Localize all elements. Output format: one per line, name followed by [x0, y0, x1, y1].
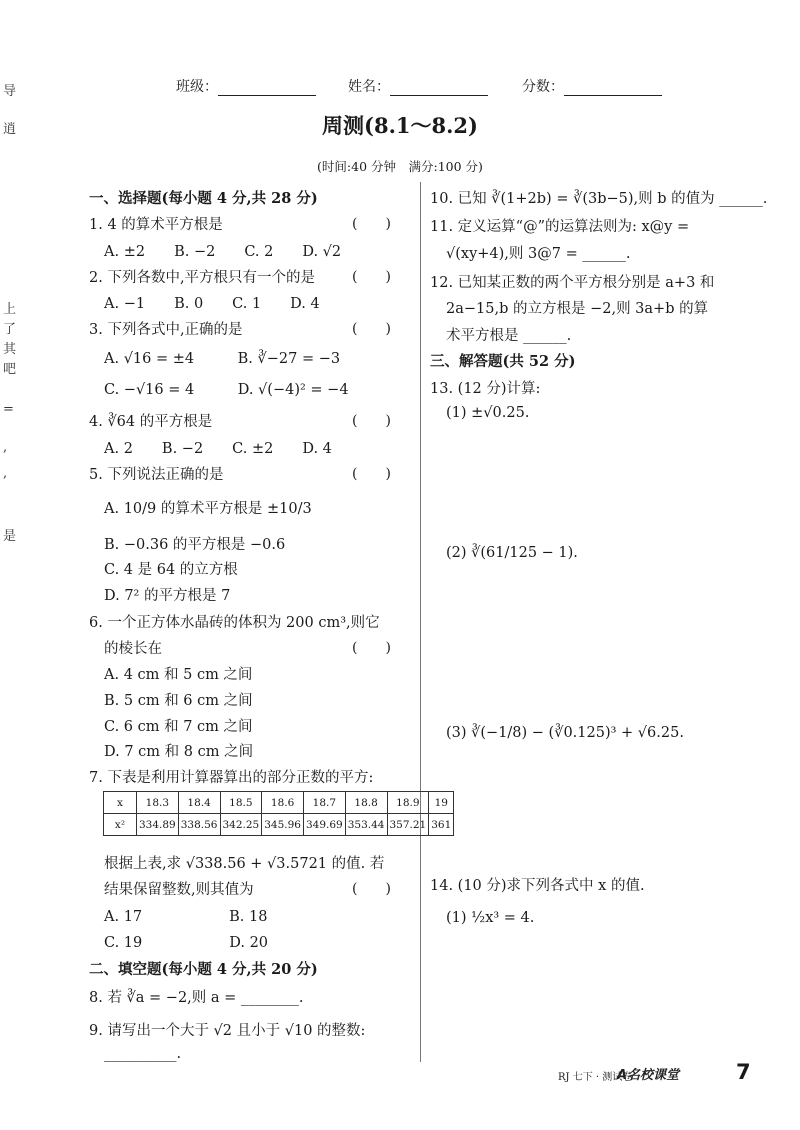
option-5b: B. −0.36 的平方根是 −0.6	[104, 537, 286, 553]
table-row	[104, 792, 454, 814]
edge-char: 导	[3, 84, 17, 99]
question-12-cont: 2a−15,b 的立方根是 −2,则 3a+b 的算	[446, 301, 709, 317]
name-field[interactable]	[348, 76, 488, 96]
table-cell: x²	[104, 814, 137, 836]
answer-paren[interactable]: ( )	[352, 269, 391, 285]
question-5: 5. 下列说法正确的是	[89, 467, 224, 483]
table-cell: 18.6	[262, 792, 304, 814]
time-score-info: (时间:40 分钟 满分:100 分)	[317, 159, 483, 174]
table-cell: 342.25	[220, 814, 262, 836]
options-4: A. 2 B. −2 C. ±2 D. 4	[104, 441, 332, 457]
name-label: 姓名：	[348, 79, 390, 95]
page-title: 周测(8.1～8.2)	[322, 113, 478, 138]
option-5d: D. 7² 的平方根是 7	[104, 588, 231, 604]
table-cell: 345.96	[262, 814, 304, 836]
question-11: 11. 定义运算“@”的运算法则为: x@y =	[430, 219, 690, 235]
edge-char: =	[3, 402, 14, 417]
column-divider	[420, 182, 421, 1062]
table-cell: 18.7	[304, 792, 346, 814]
question-14-part1: (1) ½x³ = 4.	[446, 910, 535, 926]
option-5a: A. 10/9 的算术平方根是 ±10/3	[104, 501, 312, 517]
edge-char: 其	[3, 342, 17, 357]
question-7-cont2: 结果保留整数,则其值为	[104, 882, 254, 898]
options-3-cd: C. −√16 = 4 D. √(−4)² = −4	[104, 382, 349, 398]
options-1: A. ±2 B. −2 C. 2 D. √2	[104, 244, 342, 260]
table-cell: 18.9	[387, 792, 429, 814]
edge-char: 是	[3, 529, 17, 544]
question-13-part2: (2) ∛(61/125 − 1).	[446, 545, 578, 561]
table-cell: 19	[429, 792, 454, 814]
class-label: 班级：	[176, 79, 218, 95]
answer-paren[interactable]: ( )	[352, 413, 391, 429]
section-solve-heading: 三、解答题(共 52 分)	[430, 353, 576, 370]
brand-logo: A名校课堂	[617, 1068, 680, 1083]
question-6: 6. 一个正方体水晶砖的体积为 200 cm³,则它	[89, 615, 380, 631]
question-14: 14. (10 分)求下列各式中 x 的值.	[430, 878, 645, 894]
footer-label: RJ 七下 · 测试卷	[558, 1072, 633, 1083]
question-7-cont: 根据上表,求 √338.56 + √3.5721 的值. 若	[104, 856, 385, 872]
question-8: 8. 若 ∛a = −2,则 a = ________.	[89, 990, 304, 1006]
squares-table	[103, 791, 454, 836]
option-6d: D. 7 cm 和 8 cm 之间	[104, 744, 254, 760]
question-4: 4. ∛64 的平方根是	[89, 414, 213, 430]
question-11-cont: √(xy+4),则 3@7 = ______.	[446, 246, 631, 262]
table-row	[104, 814, 454, 836]
question-12: 12. 已知某正数的两个平方根分别是 a+3 和	[430, 275, 715, 291]
table-cell: x	[104, 792, 137, 814]
answer-paren[interactable]: ( )	[352, 321, 391, 337]
edge-char: 了	[3, 322, 17, 337]
question-2: 2. 下列各数中,平方根只有一个的是	[89, 270, 316, 286]
edge-char: ,	[3, 440, 8, 455]
section-fill-heading: 二、填空题(每小题 4 分,共 20 分)	[89, 961, 318, 978]
edge-char: ,	[3, 466, 8, 481]
options-3-ab: A. √16 = ±4 B. ∛−27 = −3	[104, 351, 341, 367]
options-2: A. −1 B. 0 C. 1 D. 4	[104, 296, 320, 312]
edge-char: 逍	[3, 122, 17, 137]
options-7-ab: A. 17 B. 18	[104, 909, 268, 925]
table-cell: 357.21	[387, 814, 429, 836]
edge-char: 吧	[3, 362, 17, 377]
question-10: 10. 已知 ∛(1+2b) = ∛(3b−5),则 b 的值为 ______.	[430, 191, 768, 207]
table-cell: 18.8	[345, 792, 387, 814]
score-field[interactable]	[522, 76, 662, 96]
question-12-cont2: 术平方根是 ______.	[446, 328, 572, 344]
table-cell: 18.4	[178, 792, 220, 814]
question-7: 7. 下表是利用计算器算出的部分正数的平方:	[89, 770, 374, 786]
table-cell: 18.5	[220, 792, 262, 814]
table-cell: 361	[429, 814, 454, 836]
score-label: 分数：	[522, 79, 564, 95]
options-7-cd: C. 19 D. 20	[104, 935, 269, 951]
question-13-part3: (3) ∛(−1/8) − (∛0.125)³ + √6.25.	[446, 725, 684, 741]
answer-paren[interactable]: ( )	[352, 881, 391, 897]
answer-paren[interactable]: ( )	[352, 640, 391, 656]
section-choice-heading: 一、选择题(每小题 4 分,共 28 分)	[89, 190, 318, 207]
question-1: 1. 4 的算术平方根是	[89, 217, 223, 233]
option-6c: C. 6 cm 和 7 cm 之间	[104, 719, 253, 735]
question-3: 3. 下列各式中,正确的是	[89, 322, 243, 338]
question-13-part1: (1) ±√0.25.	[446, 405, 530, 421]
answer-paren[interactable]: ( )	[352, 216, 391, 232]
question-6-cont: 的棱长在	[104, 641, 162, 657]
answer-paren[interactable]: ( )	[352, 466, 391, 482]
question-9: 9. 请写出一个大于 √2 且小于 √10 的整数:	[89, 1023, 366, 1039]
option-5c: C. 4 是 64 的立方根	[104, 562, 238, 578]
option-6b: B. 5 cm 和 6 cm 之间	[104, 693, 253, 709]
table-cell: 334.89	[137, 814, 179, 836]
option-6a: A. 4 cm 和 5 cm 之间	[104, 667, 253, 683]
page-number: 7	[736, 1060, 751, 1084]
table-cell: 18.3	[137, 792, 179, 814]
question-9-blank[interactable]: __________.	[104, 1046, 182, 1062]
table-cell: 338.56	[178, 814, 220, 836]
edge-char: 上	[3, 302, 17, 317]
question-13: 13. (12 分)计算:	[430, 381, 541, 397]
class-field[interactable]	[176, 76, 316, 96]
table-cell: 353.44	[345, 814, 387, 836]
table-cell: 349.69	[304, 814, 346, 836]
